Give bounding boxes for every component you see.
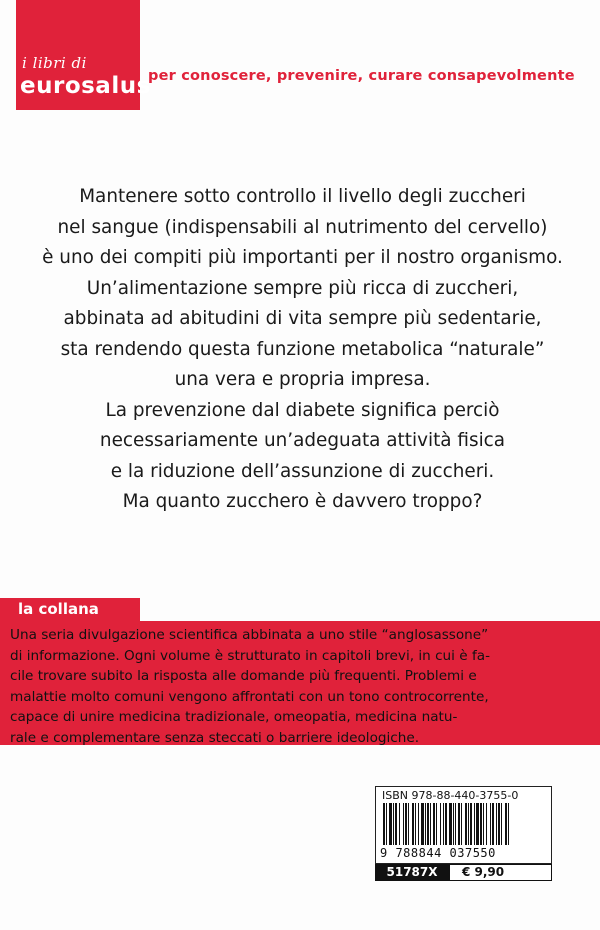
collana-line: capace di unire medicina tradizionale, omeopatia, medicina natu- <box>10 709 458 725</box>
collana-line: di informazione. Ogni volume è strutturato in capitoli brevi, in cui è fa- <box>10 647 490 664</box>
blurb-line: La prevenzione dal diabete significa perciò <box>105 399 500 421</box>
blurb-line: Ma quanto zucchero è davvero troppo? <box>122 491 483 512</box>
collana-line: Una seria divulgazione scientifica abbinata a uno stile “anglosassone” <box>10 627 489 643</box>
series-tagline: per conoscere, prevenire, curare consapevolmente <box>148 68 575 84</box>
collana-line: cile trovare subito la risposta alle domande più frequenti. Problemi e <box>10 668 477 684</box>
collana-line: rale e complementare senza steccati o barriere ideologiche. <box>10 729 420 746</box>
collana-label <box>0 598 140 621</box>
blurb-line: necessariamente un’adeguata attività fisica <box>99 430 506 451</box>
blurb-line: abbinata ad abitudini di vita sempre più sedentarie, <box>63 308 542 329</box>
blurb-line: e la riduzione dell’assunzione di zuccheri. <box>110 460 495 482</box>
price-value: € 9,90 <box>462 865 505 879</box>
barcode-panel <box>375 786 552 864</box>
publisher-logo <box>16 0 151 110</box>
collana-label-text: la collana <box>18 600 99 618</box>
blurb-line: nel sangue (indispensabili al nutrimento del cervello) <box>57 216 548 238</box>
blurb-line: sta rendendo questa funzione metabolica “naturale” <box>60 338 545 360</box>
logo-small-text: i libri di <box>22 54 87 72</box>
book-blurb <box>30 182 575 518</box>
product-code: 51787X <box>375 864 449 881</box>
collana-line: malattie molto comuni vengono affrontati con un tono controcorrente, <box>10 688 489 705</box>
blurb-line: Un’alimentazione sempre più ricca di zuccheri, <box>86 277 519 299</box>
barcode-bars <box>381 803 546 845</box>
blurb-line: è uno dei compiti più importanti per il nostro organismo. <box>42 247 563 268</box>
price-label <box>449 864 552 881</box>
logo-brand: eurosalus <box>20 73 151 99</box>
isbn-text: ISBN 978-88-440-3755-0 <box>382 789 519 802</box>
blurb-line: Mantenere sotto controllo il livello degli zuccheri <box>79 186 526 207</box>
price-row <box>375 864 552 881</box>
blurb-line: una vera e propria impresa. <box>174 369 431 390</box>
collana-description <box>10 625 590 748</box>
barcode-digits: 9 788844 037550 <box>380 846 496 860</box>
